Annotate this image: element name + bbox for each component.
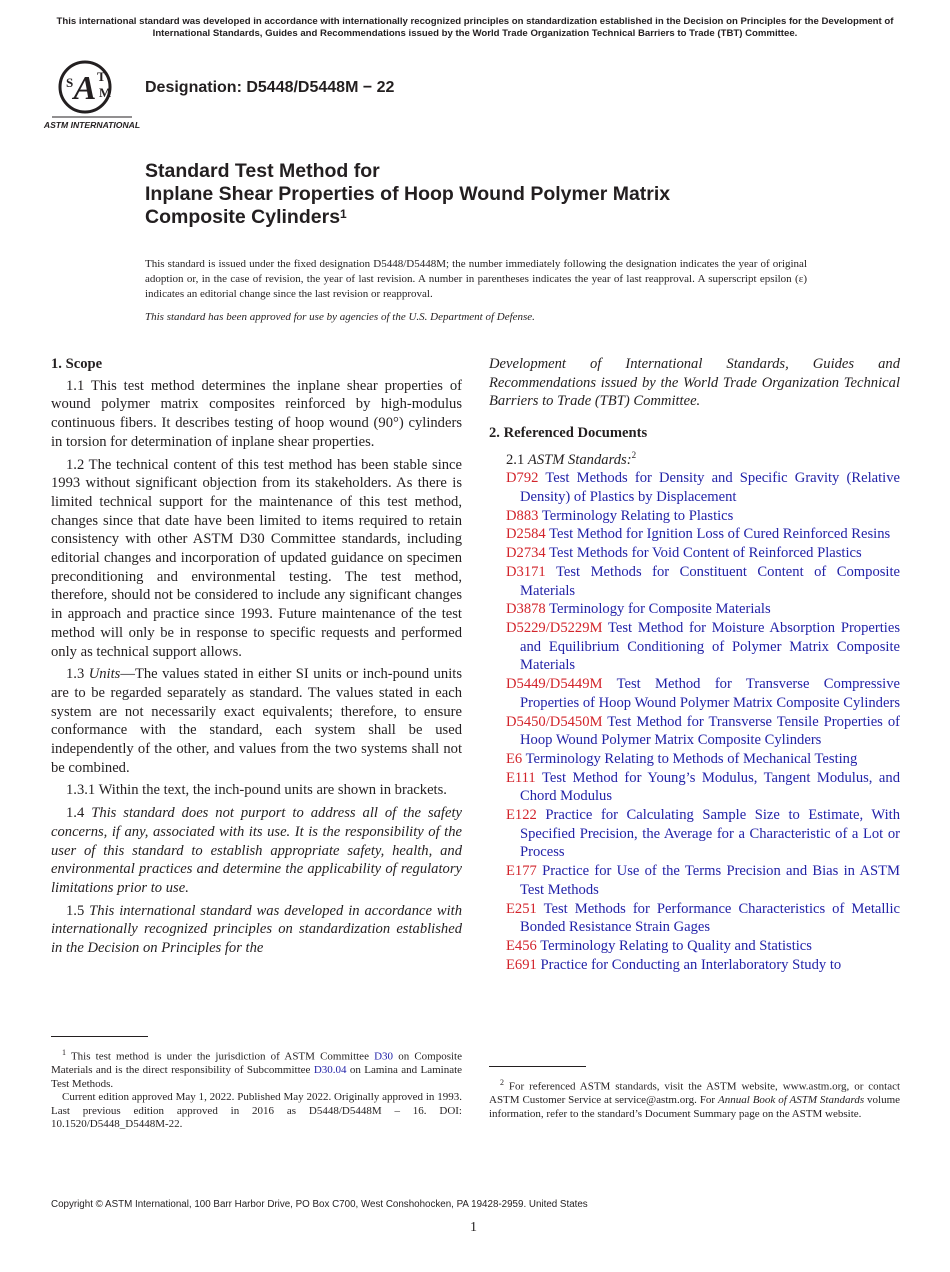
reference-item — [489, 806, 900, 862]
reference-code-link[interactable]: D792 — [506, 470, 539, 487]
reference-title-link[interactable]: Terminology Relating to Methods of Mechanical Testing — [525, 750, 858, 767]
astm-logo-icon — [43, 57, 141, 133]
reference-item — [489, 544, 900, 563]
page-title — [145, 160, 845, 229]
reference-code-link[interactable]: E177 — [506, 863, 537, 880]
logo-label: ASTM INTERNATIONAL — [43, 120, 141, 130]
paragraph-1-2: 1.2 The technical content of this test method has been stable since 1993 without significant objection from its stakeholders. As there is limited technical support for the maintenance of this test method, changes since that date have been limited to items required to retain consistency with other ASTM D30 Committee standards, including editorial changes and incorporation of updated guidance on specimen preconditioning and environmental testing. The test method, therefore, should not be considered to include any significant changes in approach and practice since 1993. Future maintenance of the test method will only be in response to specific requests and performed only as technical support allows. — [51, 456, 462, 660]
footnote-2 — [489, 1076, 900, 1121]
reference-title-link[interactable]: Test Methods for Constituent Content of Composite Materials — [520, 563, 901, 599]
paragraph-1-3-text: —The values stated in either SI units or inch-pound units are to be regarded separately as standard. The values stated in each system are not necessarily exact equivalents; therefore, to ensure conformance with the standard, each system shall be used independently of the other, and values from the two systems shall not be combined. — [51, 666, 462, 776]
title-line-1: Standard Test Method for — [145, 160, 380, 182]
reference-code-link[interactable]: E6 — [506, 750, 523, 767]
reference-item — [489, 563, 900, 600]
reference-code-link[interactable]: D5450/D5450M — [506, 713, 603, 730]
reference-title-link[interactable]: Practice for Calculating Sample Size to Estimate, With Specified Precision, the Average for a Characteristic of a Lot or Process — [520, 807, 900, 861]
reference-title-link[interactable]: Test Method for Moisture Absorption Properties and Equilibrium Conditioning of Polymer Matrix Composite Materials — [520, 620, 901, 674]
reference-item — [489, 507, 900, 526]
reference-code-link[interactable]: D5229/D5229M — [506, 620, 603, 636]
reference-title-link[interactable]: Test Methods for Performance Characteristics of Metallic Bonded Resistance Strain Gages — [520, 900, 900, 936]
paragraph-1-4-number: 1.4 — [66, 805, 85, 822]
section-heading-referenced-documents: 2. Referenced Documents — [489, 425, 648, 442]
reference-item — [489, 937, 900, 956]
reference-code-link[interactable]: E122 — [506, 807, 537, 824]
reference-title-link[interactable]: Terminology Relating to Quality and Statistics — [540, 937, 812, 954]
footnote-1-text-b: on Composite Materials and is the direct responsibility of Subcommittee — [51, 1050, 462, 1077]
footnote-rule-left — [51, 1036, 148, 1037]
link-subcommittee-d30-04[interactable]: D30.04 — [313, 1064, 347, 1077]
paragraph-1-3-label: Units — [88, 666, 121, 683]
title-line-3: Composite Cylinders — [145, 206, 341, 228]
reference-title-link[interactable]: Test Method for Transverse Tensile Properties of Hoop Wound Polymer Matrix Composite Cylinders — [520, 713, 901, 749]
paragraph-1-3 — [51, 665, 462, 777]
reference-code-link[interactable]: D883 — [506, 507, 539, 524]
paragraph-1-4-text: This standard does not purport to address all of the safety concerns, if any, associated with its use. It is the responsibility of the user of this standard to establish appropriate safety, health, and environmental practices and determine the applicability of regulatory limitations prior to use. — [51, 805, 462, 896]
footnote-1-edition: Current edition approved May 1, 2022. Published May 2022. Originally approved in 1993. Last previous edition approved in 2016 as D5448/D5448M – 16. DOI: 10.1520/D5448_D5448M-22. — [51, 1091, 462, 1131]
reference-title-link[interactable]: Test Methods for Density and Specific Gravity (Relative Density) of Plastics by Displacement — [520, 470, 901, 506]
reference-item — [489, 862, 900, 899]
reference-title-link[interactable]: Terminology for Composite Materials — [549, 601, 771, 618]
reference-title-link[interactable]: Test Method for Transverse Compressive Properties of Hoop Wound Polymer Matrix Composite Cylinders — [520, 676, 901, 711]
reference-code-link[interactable]: D2734 — [506, 545, 546, 562]
reference-title-link[interactable]: Practice for Use of the Terms Precision and Bias in ASTM Test Methods — [520, 863, 900, 898]
reference-item — [489, 750, 900, 769]
reference-item — [489, 769, 900, 806]
svg-text:A: A — [73, 70, 97, 107]
reference-code-link[interactable]: E456 — [506, 937, 537, 954]
section-heading-scope: 1. Scope — [51, 356, 103, 372]
top-notice: This international standard was developed in accordance with internationally recognized principles on standardization established in the Decision on Principles for the Development of International Standards, Guides and Recommendations issued by the World Trade Organization Technical Barriers to Trade (TBT) Committee. — [56, 16, 894, 39]
reference-item — [489, 956, 900, 975]
reference-item — [489, 525, 900, 544]
footnote-2-italic: Annual Book of ASTM Standards — [718, 1094, 865, 1107]
reference-item — [489, 469, 900, 506]
subsection-footnote-mark: 2 — [631, 449, 637, 460]
reference-title-link[interactable]: Test Method for Ignition Loss of Cured Reinforced Resins — [549, 526, 891, 543]
footnote-1 — [51, 1046, 462, 1132]
reference-item — [489, 900, 900, 937]
reference-title-link[interactable]: Terminology Relating to Plastics — [541, 507, 734, 524]
reference-item — [489, 619, 900, 675]
reference-code-link[interactable]: D5449/D5449M — [506, 676, 603, 693]
reference-code-link[interactable]: D3878 — [506, 601, 546, 618]
paragraph-1-4 — [51, 804, 462, 898]
designation: Designation: D5448/D5448M − 22 — [145, 79, 395, 96]
right-column — [489, 355, 900, 974]
reference-title-link[interactable]: Practice for Conducting an Interlaboratory Study to — [540, 956, 842, 973]
referenced-documents-list — [489, 469, 900, 974]
dod-note: This standard has been approved for use by agencies of the U.S. Department of Defense. — [145, 311, 535, 323]
svg-text:S: S — [66, 75, 74, 90]
reference-code-link[interactable]: E111 — [506, 769, 536, 786]
paragraph-1-5-continued: Development of International Standards, Guides and Recommendations issued by the World Trade Organization Technical Barriers to Trade (TBT) Committee. — [489, 356, 900, 410]
footnote-2-mark: 2 — [500, 1078, 504, 1087]
reference-code-link[interactable]: D2584 — [506, 526, 546, 543]
title-line-2: Inplane Shear Properties of Hoop Wound Polymer Matrix — [145, 183, 671, 205]
subsection-number: 2.1 — [506, 451, 525, 468]
copyright-notice: Copyright © ASTM International, 100 Barr Harbor Drive, PO Box C700, West Conshohocken, PA 19428-2959. United States — [51, 1199, 588, 1210]
reference-item — [489, 675, 900, 712]
footnote-rule-right — [489, 1066, 586, 1067]
paragraph-1-5 — [51, 902, 462, 958]
footnote-2-text-a: For referenced ASTM standards, visit the ASTM website, www.astm.org, or contact ASTM Customer Service at service@astm.org. For — [489, 1080, 901, 1107]
subsection-astm-standards — [489, 446, 900, 470]
svg-text:M: M — [99, 85, 112, 100]
page-number: 1 — [470, 1220, 477, 1235]
reference-code-link[interactable]: D3171 — [506, 563, 546, 580]
issuance-statement: This standard is issued under the fixed designation D5448/D5448M; the number immediately following the designation indicates the year of original adoption or, in the case of revision, the year of last revision. A number in parentheses indicates the year of last reapproval. A superscript epsilon (ε) indicates an editorial change since the last revision or reapproval. — [145, 258, 807, 300]
footnote-2-text-b: volume information, refer to the standard’s Document Summary page on the ASTM website. — [489, 1094, 901, 1120]
paragraph-1-5-text: This international standard was developed in accordance with internationally recognized principles on standardization established in the Decision on Principles for the — [51, 902, 463, 957]
reference-item — [489, 713, 900, 750]
title-footnote-mark: 1 — [340, 207, 347, 221]
reference-title-link[interactable]: Test Method for Young’s Modulus, Tangent Modulus, and Chord Modulus — [520, 769, 900, 805]
paragraph-1-3-number: 1.3 — [66, 666, 85, 683]
footnote-1-mark: 1 — [62, 1048, 66, 1057]
left-column — [51, 355, 462, 962]
paragraph-1-5-number: 1.5 — [66, 902, 85, 919]
reference-item — [489, 600, 900, 619]
subsection-label: ASTM Standards: — [527, 451, 632, 468]
reference-code-link[interactable]: E251 — [506, 900, 537, 917]
paragraph-1-3-1: 1.3.1 Within the text, the inch-pound units are shown in brackets. — [66, 782, 447, 799]
paragraph-1-1: 1.1 This test method determines the inplane shear properties of wound polymer matrix composites reinforced by high-modulus continuous fibers. It describes testing of hoop wound (90°) cylinders in torsion for determination of inplane shear properties. — [51, 377, 462, 450]
svg-text:T: T — [97, 69, 106, 84]
footnote-1-text-c: on Lamina and Laminate Test Methods. — [51, 1064, 463, 1090]
reference-title-link[interactable]: Test Methods for Void Content of Reinforced Plastics — [549, 545, 862, 562]
reference-code-link[interactable]: E691 — [506, 956, 537, 973]
link-committee-d30[interactable]: D30 — [374, 1050, 394, 1063]
footnote-1-text-a: This test method is under the jurisdiction of ASTM Committee — [70, 1050, 369, 1063]
